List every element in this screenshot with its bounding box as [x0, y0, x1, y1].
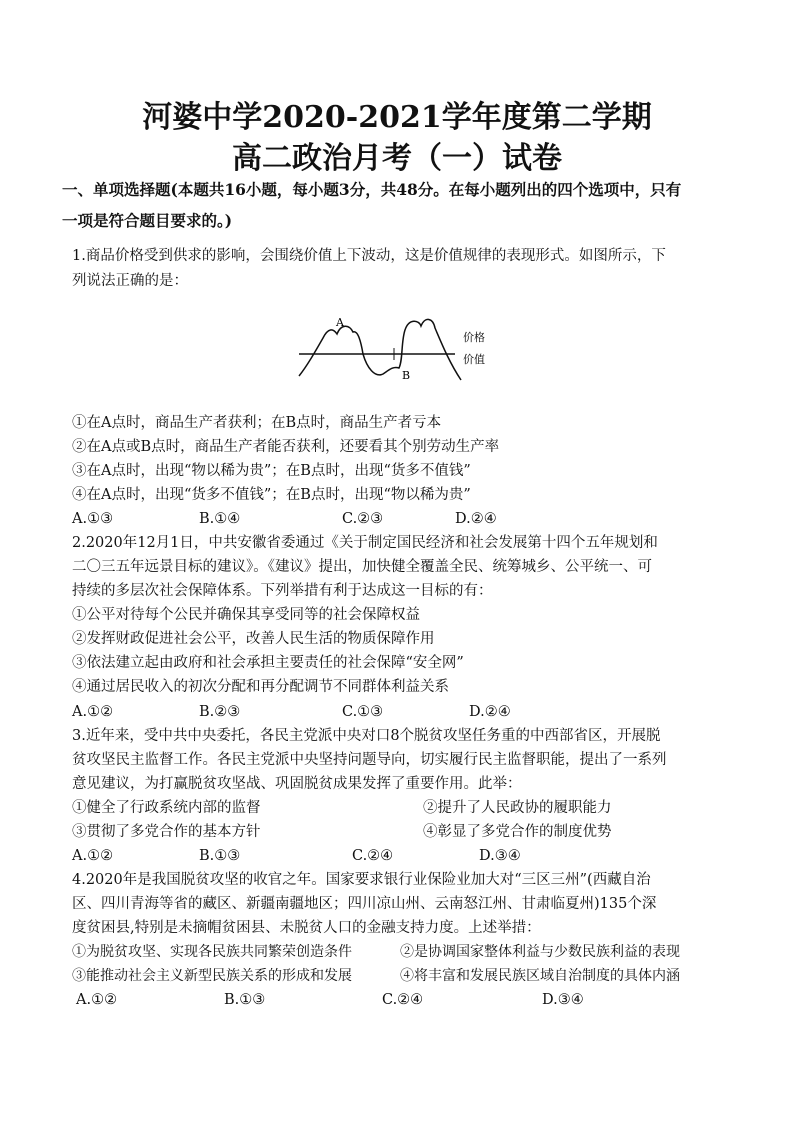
label-value: 价值 [463, 353, 485, 366]
q3-statement-4: ④彰显了多党合作的制度优势 [423, 824, 612, 840]
q4-statement-2: ②是协调国家整体利益与少数民族利益的表现 [400, 944, 680, 960]
q2-option-a[interactable]: A.①② [72, 704, 114, 720]
q4-stem-line1: 4.2020年是我国脱贫攻坚的收官之年。国家要求银行业保险业加大对“三区三州”(西藏自治 [72, 872, 651, 888]
price-curve [299, 319, 461, 380]
q3-option-d[interactable]: D.③④ [479, 848, 521, 864]
q1-statement-1: ①在A点时，商品生产者获利；在B点时，商品生产者亏本 [72, 415, 442, 431]
q1-price-value-figure [295, 312, 505, 384]
q2-option-d[interactable]: D.②④ [469, 704, 511, 720]
q2-statement-4: ④通过居民收入的初次分配和再分配调节不同群体利益关系 [72, 679, 449, 695]
q4-statement-3: ③能推动社会主义新型民族关系的形成和发展 [72, 968, 352, 984]
q1-statement-4: ④在A点时，出现“货多不值钱”；在B点时，出现“物以稀为贵” [72, 487, 471, 503]
q4-option-a[interactable]: A.①② [76, 992, 118, 1008]
label-b: B [402, 369, 411, 382]
section-heading-cont: 一项是符合题目要求的。) [62, 211, 233, 230]
q4-statement-1: ①为脱贫攻坚、实现各民族共同繁荣创造条件 [72, 944, 352, 960]
q4-option-b[interactable]: B.①③ [224, 992, 266, 1008]
exam-title-line1: 河婆中学2020-2021学年度第二学期 [142, 100, 652, 135]
q3-stem-line3: 意见建议，为打赢脱贫攻坚战、巩固脱贫成果发挥了重要作用。此举： [72, 776, 522, 792]
q4-option-c[interactable]: C.②④ [382, 992, 424, 1008]
q2-statement-1: ①公平对待每个公民并确保其享受同等的社会保障权益 [72, 607, 420, 623]
q3-statement-2: ②提升了人民政协的履职能力 [423, 800, 612, 816]
q3-option-c[interactable]: C.②④ [352, 848, 394, 864]
q4-statement-4: ④将丰富和发展民族区域自治制度的具体内涵 [400, 968, 680, 984]
q3-statement-3: ③贯彻了多党合作的基本方针 [72, 824, 261, 840]
q1-stem-line2: 列说法正确的是： [72, 273, 188, 289]
q3-option-b[interactable]: B.①③ [199, 848, 241, 864]
q2-option-b[interactable]: B.②③ [199, 704, 241, 720]
q3-option-a[interactable]: A.①② [72, 848, 114, 864]
q1-stem-line1: 1.商品价格受到供求的影响，会围绕价值上下波动，这是价值规律的表现形式。如图所示，下 [72, 248, 666, 264]
label-price: 价格 [463, 331, 485, 344]
q1-option-c[interactable]: C.②③ [342, 511, 384, 527]
q3-stem-line2: 贫攻坚民主监督工作。各民主党派中央坚持问题导向，切实履行民主监督职能，提出了一系列 [72, 752, 667, 768]
q4-stem-line3: 度贫困县,特别是未摘帽贫困县、未脱贫人口的金融支持力度。上述举措： [72, 920, 541, 936]
q1-statement-3: ③在A点时，出现“物以稀为贵”；在B点时，出现“货多不值钱” [72, 463, 471, 479]
q4-option-d[interactable]: D.③④ [542, 992, 584, 1008]
q2-stem-line1: 2.2020年12月1日，中共安徽省委通过《关于制定国民经济和社会发展第十四个五年规划和 [72, 535, 658, 551]
q1-option-a[interactable]: A.①③ [72, 511, 114, 527]
label-a: A [336, 316, 344, 329]
section-heading: 一、单项选择题(本题共16小题，每小题3分，共48分。在每小题列出的四个选项中，只有 [62, 180, 682, 199]
q3-statement-1: ①健全了行政系统内部的监督 [72, 800, 261, 816]
q1-option-d[interactable]: D.②④ [455, 511, 497, 527]
q4-stem-line2: 区、四川青海等省的藏区、新疆南疆地区；四川凉山州、云南怒江州、甘肃临夏州)135个深 [72, 896, 657, 912]
q3-stem-line1: 3.近年来，受中共中央委托，各民主党派中央对口8个脱贫攻坚任务重的中西部省区，开展脱 [72, 728, 661, 744]
exam-title-line2: 高二政治月考（一）试卷 [232, 141, 562, 176]
q2-statement-3: ③依法建立起由政府和社会承担主要责任的社会保障“安全网” [72, 655, 464, 671]
q2-stem-line2: 二〇三五年远景目标的建议》。《建议》提出，加快健全覆盖全民、统筹城乡、公平统一、可 [72, 559, 652, 575]
q2-stem-line3: 持续的多层次社会保障体系。下列举措有利于达成这一目标的有： [72, 583, 493, 599]
q1-statement-2: ②在A点或B点时，商品生产者能否获利，还要看其个别劳动生产率 [72, 439, 500, 455]
q2-statement-2: ②发挥财政促进社会公平，改善人民生活的物质保障作用 [72, 631, 435, 647]
q1-option-b[interactable]: B.①④ [199, 511, 241, 527]
q2-option-c[interactable]: C.①③ [342, 704, 384, 720]
